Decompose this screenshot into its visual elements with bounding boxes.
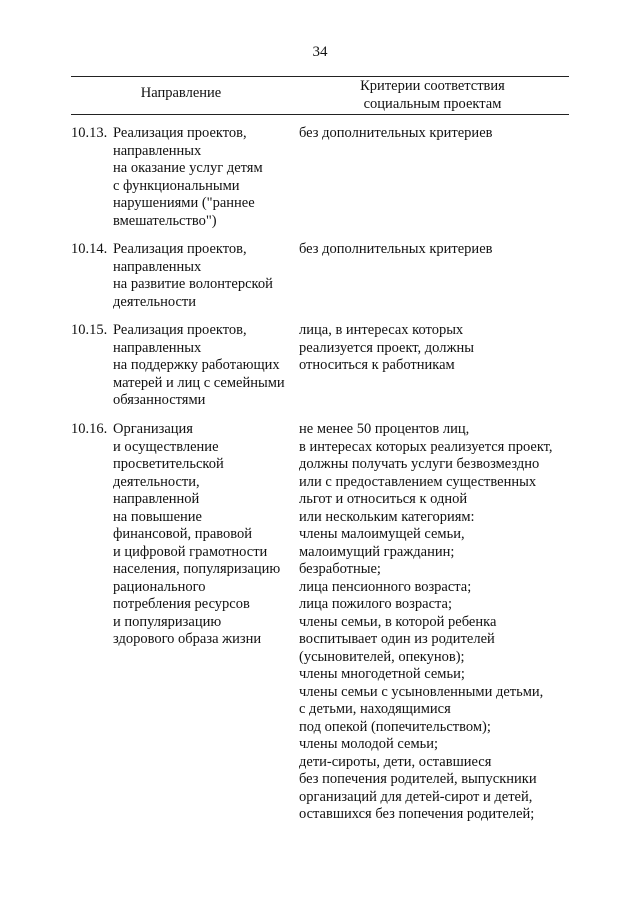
direction-line: направленных — [113, 142, 202, 159]
direction-line: рационального — [113, 578, 206, 595]
direction-line: просветительской — [113, 456, 224, 472]
row-direction — [113, 241, 298, 311]
column-header-criteria — [296, 78, 569, 113]
criteria-line: воспитывает один из родителей — [299, 631, 495, 647]
direction-line: матерей и лиц с семейными — [113, 374, 285, 391]
criteria-line: относиться к работникам — [299, 357, 455, 373]
criteria-line: в интересах которых реализуется проект, — [299, 438, 553, 455]
criteria-line: не менее 50 процентов лиц, — [299, 421, 470, 437]
table-header-rule — [71, 114, 569, 115]
criteria-line: без дополнительных критериев — [299, 125, 493, 141]
criteria-line: под опекой (попечительством); — [299, 718, 491, 735]
direction-line: Реализация проектов, — [113, 322, 247, 338]
criteria-line: лица, в интересах которых — [299, 322, 464, 338]
criteria-line: или с предоставлением существенных — [299, 473, 537, 490]
criteria-header-line: Критерии соответствия — [360, 78, 505, 94]
criteria-line: или нескольким категориям: — [299, 508, 475, 525]
direction-line: на повышение — [113, 508, 202, 525]
row-criteria — [299, 322, 574, 375]
criteria-line: реализуется проект, должны — [299, 339, 474, 356]
criteria-line: (усыновителей, опекунов); — [299, 648, 465, 665]
direction-line: на оказание услуг детям — [113, 160, 263, 176]
direction-line: направленных — [113, 258, 202, 275]
criteria-line: лица пенсионного возраста; — [299, 578, 472, 595]
row-number: 10.15. — [71, 322, 108, 338]
direction-line: и цифровой грамотности — [113, 543, 268, 560]
row-direction — [113, 125, 298, 230]
page-number: 34 — [312, 44, 328, 60]
row-criteria — [299, 241, 574, 259]
direction-line: вмешательство") — [113, 212, 217, 229]
criteria-line: члены семьи с усыновленными детьми, — [299, 683, 544, 700]
criteria-line: без попечения родителей, выпускники — [299, 771, 537, 787]
row-number: 10.13. — [71, 125, 108, 141]
table-top-rule — [71, 76, 569, 77]
direction-line: населения, популяризацию — [113, 561, 281, 577]
direction-line: финансовой, правовой — [113, 526, 253, 542]
direction-line: Реализация проектов, — [113, 241, 247, 257]
criteria-line: лица пожилого возраста; — [299, 596, 453, 612]
direction-line: с функциональными — [113, 177, 240, 194]
criteria-line: члены малоимущей семьи, — [299, 526, 465, 542]
direction-line: нарушениями ("раннее — [113, 195, 255, 211]
criteria-line: организаций для детей-сирот и детей, — [299, 788, 533, 805]
row-number: 10.16. — [71, 421, 108, 437]
row-criteria — [299, 125, 574, 143]
criteria-line: члены семьи, в которой ребенка — [299, 613, 497, 630]
row-criteria — [299, 421, 574, 824]
row-direction — [113, 421, 298, 649]
direction-line: здорового образа жизни — [113, 631, 262, 647]
direction-line: на развитие волонтерской — [113, 276, 273, 292]
direction-line: деятельности, — [113, 473, 200, 490]
criteria-line: безработные; — [299, 561, 381, 577]
direction-line: на поддержку работающих — [113, 357, 280, 373]
criteria-line: оставшихся без попечения родителей; — [299, 806, 535, 822]
direction-line: потребления ресурсов — [113, 596, 250, 612]
direction-line: и осуществление — [113, 438, 219, 455]
direction-line: обязанностями — [113, 392, 206, 408]
criteria-line: должны получать услуги безвозмездно — [299, 456, 540, 472]
criteria-line: без дополнительных критериев — [299, 241, 493, 257]
criteria-line: малоимущий гражданин; — [299, 543, 455, 560]
direction-line: направленной — [113, 491, 200, 507]
column-header-direction: Направление — [140, 85, 222, 101]
direction-line: деятельности — [113, 293, 197, 310]
criteria-line: с детьми, находящимися — [299, 701, 451, 717]
direction-line: Реализация проектов, — [113, 125, 247, 141]
direction-line: направленных — [113, 339, 202, 356]
criteria-line: члены молодой семьи; — [299, 736, 439, 752]
criteria-line: дети-сироты, дети, оставшиеся — [299, 753, 492, 770]
criteria-line: члены многодетной семьи; — [299, 666, 465, 682]
direction-line: и популяризацию — [113, 613, 222, 630]
criteria-header-line: социальным проектам — [363, 95, 502, 112]
criteria-line: льгот и относиться к одной — [299, 491, 468, 507]
row-number: 10.14. — [71, 241, 108, 257]
direction-line: Организация — [113, 421, 193, 437]
row-direction — [113, 322, 298, 410]
